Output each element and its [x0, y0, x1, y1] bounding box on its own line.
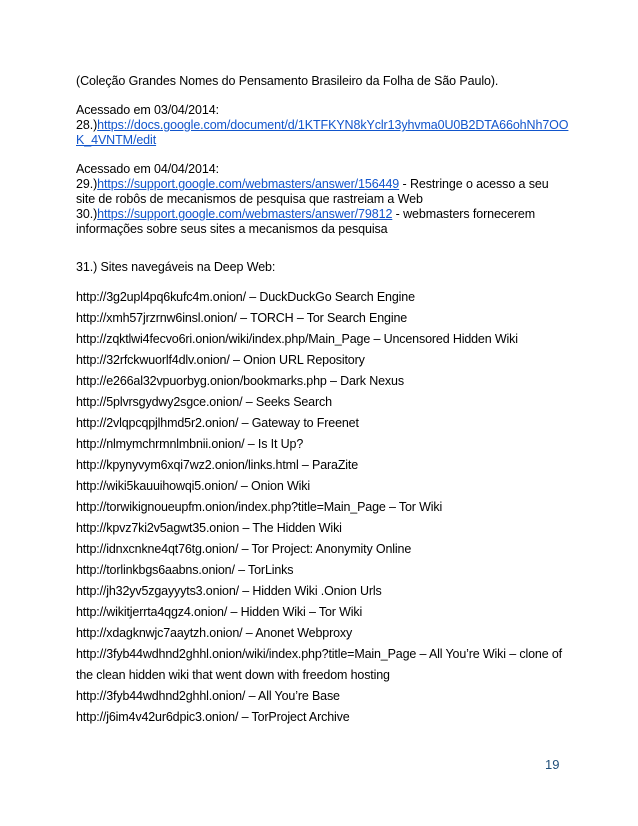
intro-text: (Coleção Grandes Nomes do Pensamento Brasileiro da Folha de São Paulo). [76, 74, 499, 88]
site-list-item: http://wikitjerrta4qgz4.onion/ – Hidden Wiki – Tor Wiki [76, 605, 363, 619]
ref28-accessed: Acessado em 03/04/2014: [76, 103, 219, 117]
site-list-item: http://32rfckwuorlf4dlv.onion/ – Onion URL Repository [76, 353, 365, 367]
section-heading-31: 31.) Sites navegáveis na Deep Web: [76, 260, 276, 274]
site-list-item: http://xdagknwjc7aaytzh.onion/ – Anonet Webproxy [76, 626, 353, 640]
site-list-item: http://kpynyvym6xqi7wz2.onion/links.html – ParaZite [76, 458, 359, 472]
site-list-item: http://xmh57jrzrnw6insl.onion/ – TORCH – Tor Search Engine [76, 311, 408, 325]
ref30-desc: - webmasters fornecerem [392, 207, 536, 221]
ref29-desc: - Restringe o acesso a seu [399, 177, 549, 191]
site-list-item: http://5plvrsgydwy2sgce.onion/ – Seeks Search [76, 395, 332, 409]
site-list-item: http://torlinkbgs6aabns.onion/ – TorLinks [76, 563, 294, 577]
ref30-number: 30.) [76, 207, 98, 221]
site-list-item: http://wiki5kauuihowqi5.onion/ – Onion Wiki [76, 479, 310, 493]
site-list-item: http://jh32yv5zgayyyts3.onion/ – Hidden Wiki .Onion Urls [76, 584, 382, 598]
ref29-line1 [76, 177, 586, 192]
ref30-link[interactable]: https://support.google.com/webmasters/answer/79812 [97, 207, 393, 221]
site-list-item: http://torwikignoueupfm.onion/index.php?title=Main_Page – Tor Wiki [76, 500, 443, 514]
ref28-line2 [76, 133, 586, 148]
site-list-item: http://zqktlwi4fecvo6ri.onion/wiki/index.php/Main_Page – Uncensored Hidden Wiki [76, 332, 518, 346]
ref29-accessed: Acessado em 04/04/2014: [76, 162, 219, 176]
site-list-item: http://2vlqpcqpjlhmd5r2.onion/ – Gateway to Freenet [76, 416, 359, 430]
page-number: 19 [545, 757, 560, 772]
ref28-line1 [76, 118, 586, 133]
ref29-link[interactable]: https://support.google.com/webmasters/answer/156449 [97, 177, 400, 191]
site-list-item: http://3fyb44wdhnd2ghhl.onion/ – All You’re Base [76, 689, 340, 703]
site-list-item: http://e266al32vpuorbyg.onion/bookmarks.php – Dark Nexus [76, 374, 404, 388]
site-list-item: http://nlmymchrmnlmbnii.onion/ – Is It Up? [76, 437, 304, 451]
ref28-link-continued[interactable]: K_4VNTM/edit [76, 133, 157, 147]
ref30-line2: informações sobre seus sites a mecanismos da pesquisa [76, 222, 388, 236]
ref28-number: 28.) [76, 118, 98, 132]
site-list-item: http://3fyb44wdhnd2ghhl.onion/wiki/index.php?title=Main_Page – All You’re Wiki – clone of [76, 647, 562, 661]
site-list-item: http://kpvz7ki2v5agwt35.onion – The Hidden Wiki [76, 521, 342, 535]
site-list-item: http://3g2upl4pq6kufc4m.onion/ – DuckDuckGo Search Engine [76, 290, 415, 304]
ref28-link[interactable]: https://docs.google.com/document/d/1KTFKYN8kYclr13yhvma0U0B2DTA66ohNh7OO [97, 118, 569, 132]
ref30-line1 [76, 207, 586, 222]
site-list-item: http://idnxcnkne4qt76tg.onion/ – Tor Project: Anonymity Online [76, 542, 412, 556]
ref29-number: 29.) [76, 177, 98, 191]
ref29-line2: site de robôs de mecanismos de pesquisa que rastreiam a Web [76, 192, 423, 206]
site-list-item: http://j6im4v42ur6dpic3.onion/ – TorProject Archive [76, 710, 350, 724]
site-list-item-continued: the clean hidden wiki that went down with freedom hosting [76, 668, 390, 682]
